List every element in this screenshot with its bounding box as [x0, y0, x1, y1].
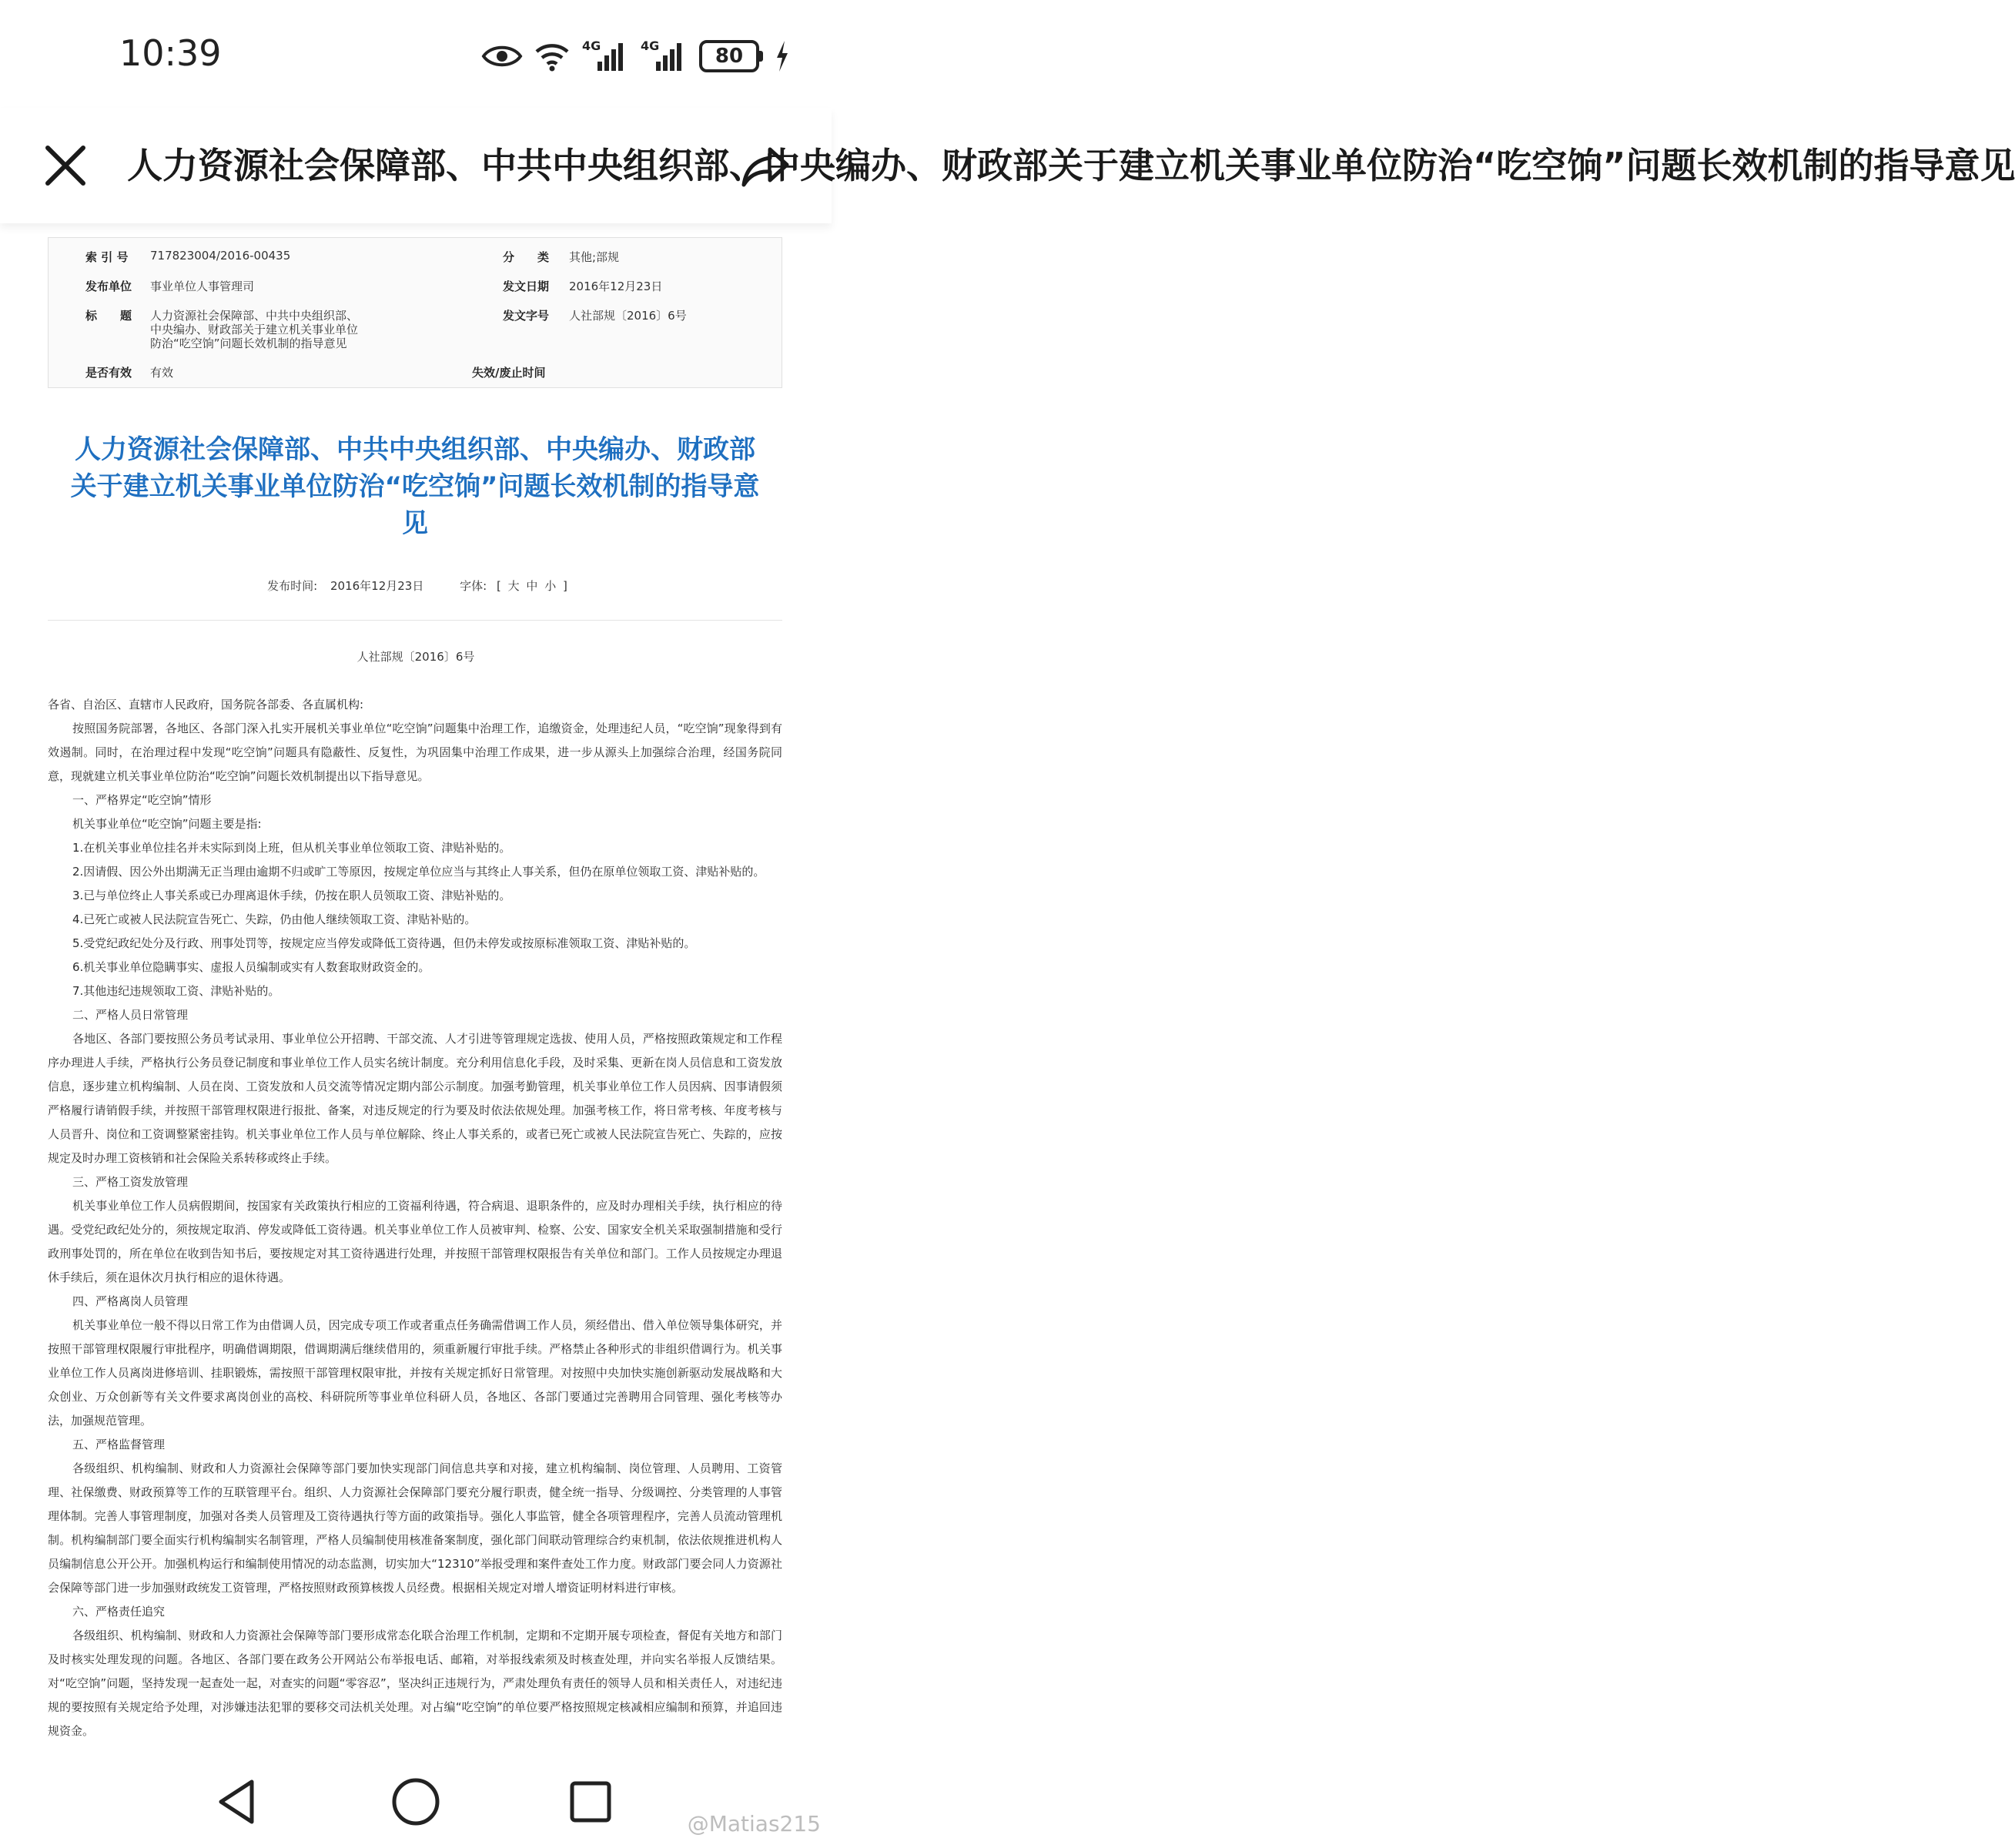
publish-label: 发布时间: — [267, 579, 318, 593]
signal-4g-label-2: 4G — [641, 38, 660, 53]
publish-date: 2016年12月23日 — [330, 579, 424, 593]
valid-value: 有效 — [150, 366, 174, 380]
section-heading: 二、严格人员日常管理 — [72, 1008, 189, 1022]
section-heading: 一、严格界定“吃空饷”情形 — [72, 793, 212, 807]
paragraph: 机关事业单位一般不得以日常工作为由借调人员，因完成专项工作或者重点任务确需借调工作人员，须经借出、借入单位领导集体研究，并按照干部管理权限履行审批程序，明确借调期限，借调期满后继续借用的，须重新履行审批手续。严格禁止各种形式的非组织借调行为。机关事业单位工作人员离岗进修培训、挂职锻炼，需按照干部管理权限审批，并按有关规定抓好日常管理。对按照中央加快实施创新驱动发展战略和大众创业、万众创新等有关文件要求离岗创业的高校、科研院所等事业单位科研人员，各地区、各部门要通过完善聘用合同管理、强化考核等办法，加强规范管理。 — [48, 1318, 782, 1428]
expire-label: 失效/废止时间 — [472, 366, 546, 380]
index-value: 717823004/2016-00435 — [150, 249, 291, 263]
font-size-close-bracket: ] — [563, 579, 567, 593]
document-title-line-1: 人力资源社会保障部、中共中央组织部、中央编办、财政部 — [75, 434, 755, 465]
document-title — [48, 431, 782, 542]
battery-icon — [699, 40, 763, 72]
status-bar — [0, 0, 832, 108]
paragraph: 各级组织、机构编制、财政和人力资源社会保障等部门要形成常态化联合治理工作机制，定期和不定期开展专项检查，督促有关地方和部门及时核实处理发现的问题。各地区、各部门要在政务公开网站公布举报电话、邮箱，对举报线索须及时核查处理，并向实名举报人反馈结果。对“吃空饷”问题，坚持发现一起查处一起，对查实的问题“零容忍”，坚决纠正违规行为，严肃处理负有责任的领导人员和相关责任人，对违纪违规的要按照有关规定给予处理，对涉嫌违法犯罪的要移交司法机关处理。对占编“吃空饷”的单位要严格按照规定核减相应编制和预算，并追回违规资金。 — [48, 1629, 782, 1738]
category-value: 其他;部规 — [569, 250, 620, 264]
title-value-line-2: 中央编办、财政部关于建立机关事业单位 — [150, 323, 359, 336]
divider — [48, 620, 782, 621]
date-value: 2016年12月23日 — [569, 280, 663, 293]
title-value-line-1: 人力资源社会保障部、中共中央组织部、 — [150, 309, 359, 323]
home-icon[interactable] — [389, 1775, 443, 1829]
charging-icon — [775, 41, 789, 72]
issuer-value: 事业单位人事管理司 — [150, 280, 255, 293]
paragraph: 各地区、各部门要按照公务员考试录用、事业单位公开招聘、干部交流、人才引进等管理规定选拔、使用人员，严格按照政策规定和工作程序办理进人手续，严格执行公务员登记制度和事业单位工作人员实名统计制度。充分利用信息化手段，及时采集、更新在岗人员信息和工资发放信息，逐步建立机构编制、人员在岗、工资发放和人员交流等情况定期内部公示制度。加强考勤管理，机关事业单位工作人员因病、因事请假须严格履行请销假手续，并按照干部管理权限进行报批、备案，对违反规定的行为要及时依法依规处理。加强考核工作，将日常考核、年度考核与人员晋升、岗位和工资调整紧密挂钩。机关事业单位工作人员与单位解除、终止人事关系的，或者已死亡或被人民法院宣告死亡、失踪的，应按规定及时办理工资核销和社会保险关系转移或终止手续。 — [48, 1032, 782, 1165]
font-size-small[interactable]: 小 — [544, 579, 557, 593]
signal-4g-icon — [582, 38, 628, 74]
docno-value: 人社部规〔2016〕6号 — [569, 309, 687, 323]
date-label: 发文日期 — [503, 280, 550, 293]
signal-4g-label: 4G — [582, 38, 601, 53]
back-icon[interactable] — [212, 1777, 266, 1826]
page-title: 人力资源社会保障部、中共中央组织部、中央编办、财政部关于建立机关事业单位防治“吃空饷”问题长效机制的指导意见 — [127, 145, 2015, 186]
docno-label: 发文字号 — [503, 309, 550, 323]
title-label: 标 题 — [85, 309, 132, 323]
battery-level: 80 — [715, 45, 744, 68]
paragraph: 3.已与单位终止人事关系或已办理离退休手续，仍按在职人员领取工资、津贴补贴的。 — [72, 889, 511, 902]
paragraph: 按照国务院部署，各地区、各部门深入扎实开展机关事业单位“吃空饷”问题集中治理工作，追缴资金，处理违纪人员，“吃空饷”现象得到有效遏制。同时，在治理过程中发现“吃空饷”问题具有隐蔽性、反复性，为巩固集中治理工作成果，进一步从源头上加强综合治理，经国务院同意，现就建立机关事业单位防治“吃空饷”问题长效机制提出以下指导意见。 — [48, 721, 782, 783]
recent-apps-icon[interactable] — [566, 1777, 615, 1826]
font-size-large[interactable]: 大 — [507, 579, 520, 593]
title-value-line-3: 防治“吃空饷”问题长效机制的指导意见 — [150, 336, 347, 350]
app-bar — [0, 108, 2015, 223]
publish-info — [0, 578, 832, 594]
status-time: 10:39 — [119, 32, 222, 74]
paragraph: 6.机关事业单位隐瞒事实、虚报人员编制或实有人数套取财政资金的。 — [72, 960, 430, 974]
font-size-open-bracket: [ — [496, 579, 501, 593]
document-title-line-2: 关于建立机关事业单位防治“吃空饷”问题长效机制的指导意 — [70, 471, 760, 502]
wifi-icon — [534, 41, 570, 72]
eye-icon — [482, 43, 522, 69]
paragraph: 1.在机关事业单位挂名并未实际到岗上班，但从机关事业单位领取工资、津贴补贴的。 — [72, 841, 511, 855]
paragraph: 机关事业单位“吃空饷”问题主要是指: — [72, 817, 262, 831]
section-heading: 三、严格工资发放管理 — [72, 1175, 189, 1189]
paragraph: 各省、自治区、直辖市人民政府，国务院各部委、各直属机构: — [48, 698, 364, 711]
section-heading: 六、严格责任追究 — [72, 1605, 166, 1619]
page-content — [0, 223, 832, 1756]
status-icons — [482, 37, 789, 75]
document-number: 人社部规〔2016〕6号 — [356, 650, 475, 664]
section-heading: 四、严格离岗人员管理 — [72, 1294, 189, 1308]
valid-label: 是否有效 — [85, 366, 132, 380]
paragraph: 5.受党纪政纪处分及行政、刑事处罚等，按规定应当停发或降低工资待遇，但仍未停发或按原标准领取工资、津贴补贴的。 — [72, 936, 696, 950]
font-size-label: 字体: — [460, 579, 487, 593]
signal-4g-icon-2 — [641, 38, 687, 74]
document-title-line-3: 见 — [402, 508, 428, 539]
watermark: @Matias215 — [687, 1811, 821, 1836]
paragraph: 各级组织、机构编制、财政和人力资源社会保障等部门要加快实现部门间信息共享和对接，建立机构编制、岗位管理、人员聘用、工资管理、社保缴费、财政预算等工作的互联管理平台。组织、人力资源社会保障部门要充分履行职责，健全统一指导、分级调控、分类管理的人事管理体制。完善人事管理制度，加强对各类人员管理及工资待遇执行等方面的政策指导。强化人事监管，健全各项管理程序，完善人员流动管理机制。机构编制部门要全面实行机构编制实名制管理，严格人员编制使用核准备案制度，强化部门间联动管理综合约束机制，依法依规推进机构人员编制信息公开公开。加强机构运行和编制使用情况的动态监测，切实加大“12310”举报受理和案件查处工作力度。财政部门要会同人力资源社会保障等部门进一步加强财政统发工资管理，严格按照财政预算核拨人员经费。根据相关规定对增人增资证明材料进行审核。 — [48, 1461, 782, 1595]
font-size-medium[interactable]: 中 — [526, 579, 538, 593]
index-label: 索 引 号 — [85, 250, 129, 264]
paragraph: 4.已死亡或被人民法院宣告死亡、失踪，仍由他人继续领取工资、津贴补贴的。 — [72, 912, 477, 926]
issuer-label: 发布单位 — [85, 280, 132, 293]
document-body — [48, 693, 782, 1743]
close-icon[interactable] — [38, 139, 92, 192]
paragraph: 2.因请假、因公外出期满无正当理由逾期不归或旷工等原因，按规定单位应当与其终止人事关系，但仍在原单位领取工资、津贴补贴的。 — [72, 865, 765, 879]
metadata-table — [48, 237, 782, 388]
paragraph: 7.其他违纪违规领取工资、津贴补贴的。 — [72, 984, 280, 998]
paragraph: 机关事业单位工作人员病假期间，按国家有关政策执行相应的工资福利待遇，符合病退、退职条件的，应及时办理相关手续，执行相应的待遇。受党纪政纪处分的，须按规定取消、停发或降低工资待遇。机关事业单位工作人员被审判、检察、公安、国家安全机关采取强制措施和受行政刑事处罚的，所在单位在收到告知书后，要按规定对其工资待遇进行处理，并按照干部管理权限报告有关单位和部门。工作人员按规定办理退休手续后，须在退休次月执行相应的退休待遇。 — [48, 1199, 782, 1284]
section-heading: 五、严格监督管理 — [72, 1438, 166, 1451]
category-label: 分 类 — [503, 250, 550, 264]
share-icon[interactable] — [739, 139, 793, 192]
